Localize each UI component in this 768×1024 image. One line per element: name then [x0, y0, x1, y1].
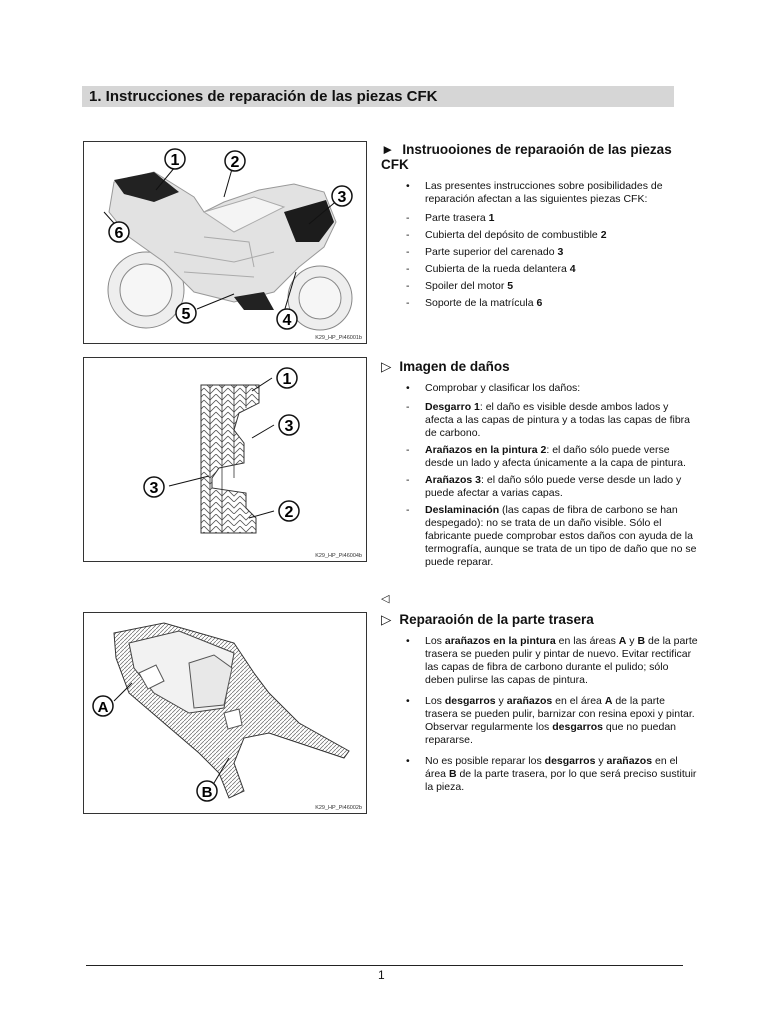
svg-text:A: A — [97, 699, 109, 716]
page-number: 1 — [378, 968, 385, 982]
rear-part-figure — [83, 612, 367, 814]
rear-repair-bullet: • Los desgarros y arañazos en el área A de la parte trasera se pueden pulir, barnizar con resina epoxi y pintar. Observar regularmente los desgarros que no puedan repararse. — [406, 695, 695, 746]
section-instructions — [381, 142, 699, 314]
figure-caption: K29_HP_Pi46004b — [315, 553, 362, 559]
callout-1 — [165, 149, 185, 169]
callout-a — [93, 696, 113, 716]
part-item: - Spoiler del motor 5 — [406, 280, 514, 292]
damage-intro: • Comprobar y clasificar los daños: — [406, 382, 581, 394]
callout-2 — [279, 501, 299, 521]
svg-text:3: 3 — [149, 480, 159, 497]
damage-item: - Arañazos en la pintura 2: el daño sólo puede verse desde un lado y afecta únicamente a la capa de pintura. — [406, 444, 686, 469]
callout-3 — [332, 186, 352, 206]
damage-item: - Desgarro 1: el daño es visible desde ambos lados y afecta a las capas de pintura y a todas las capas de fibra de carbono. — [406, 401, 690, 439]
svg-text:B: B — [201, 784, 213, 801]
callout-3 — [279, 415, 299, 435]
part-item: - Soporte de la matrícula 6 — [406, 297, 543, 309]
layer-drawing — [84, 358, 366, 561]
section-rear-repair — [381, 612, 699, 798]
callout-4 — [277, 309, 297, 329]
callout-6 — [109, 222, 129, 242]
section-damage — [381, 359, 699, 573]
rear-repair-bullet: • Los arañazos en la pintura en las áreas A y B de la parte trasera se pueden pulir y pintar de nuevo. Evitar rectificar las capas de fibra de carbono durante el pulido; sólo deben pulirse las capas de pintura. — [406, 635, 698, 686]
damage-heading: ▷ Imagen de daños — [381, 359, 510, 374]
callout-1 — [277, 368, 297, 388]
svg-text:3: 3 — [337, 189, 347, 206]
svg-text:6: 6 — [114, 225, 124, 242]
svg-text:5: 5 — [181, 306, 191, 323]
part-item: - Cubierta de la rueda delantera 4 — [406, 263, 576, 275]
section-title: 1. Instrucciones de reparación de las piezas CFK — [89, 88, 438, 105]
part-item: - Parte trasera 1 — [406, 212, 495, 224]
callout-b — [197, 781, 217, 801]
svg-text:2: 2 — [284, 504, 294, 521]
section-title-bar — [82, 86, 674, 107]
svg-text:1: 1 — [282, 371, 292, 388]
instructions-heading: ► Instruooiones de reparaoión de las piezas CFK — [381, 142, 672, 172]
rear-repair-bullet: • No es posible reparar los desgarros y arañazos en el área B de la parte trasera, por lo que será preciso sustituir la pieza. — [406, 755, 697, 793]
callout-3-left — [144, 477, 164, 497]
rear-repair-heading: ▷ Reparaoión de la parte trasera — [381, 612, 594, 627]
svg-text:2: 2 — [230, 154, 240, 171]
callout-5 — [176, 303, 196, 323]
damage-item: - Arañazos 3: el daño sólo puede verse desde un lado y puede afectar a varias capas. — [406, 474, 682, 499]
motorcycle-callouts — [84, 142, 366, 343]
part-item: - Cubierta del depósito de combustible 2 — [406, 229, 607, 241]
svg-text:3: 3 — [284, 418, 294, 435]
footer-divider — [86, 965, 683, 966]
svg-text:4: 4 — [282, 312, 292, 329]
motorcycle-figure — [83, 141, 367, 344]
callout-2 — [225, 151, 245, 171]
svg-text:1: 1 — [170, 152, 180, 169]
part-item: - Parte superior del carenado 3 — [406, 246, 564, 258]
damage-item: - Deslaminación (las capas de fibra de carbono se han despegado): no se trata de un daño visible. Sólo el fabricante puede comprobar estos daños con ayuda de la termografía, aunque se trata de un tipo de daño que no se puede reparar. — [406, 504, 697, 568]
figure-caption: K29_HP_Pi46002b — [315, 805, 362, 811]
instructions-intro: • Las presentes instrucciones sobre posibilidades de reparación afectan a las siguientes piezas CFK: — [406, 180, 663, 205]
back-marker: ◁ — [381, 593, 390, 605]
damage-layers-figure — [83, 357, 367, 562]
figure-caption: K29_HP_Pi46001b — [315, 335, 362, 341]
rear-part-drawing — [84, 613, 366, 813]
